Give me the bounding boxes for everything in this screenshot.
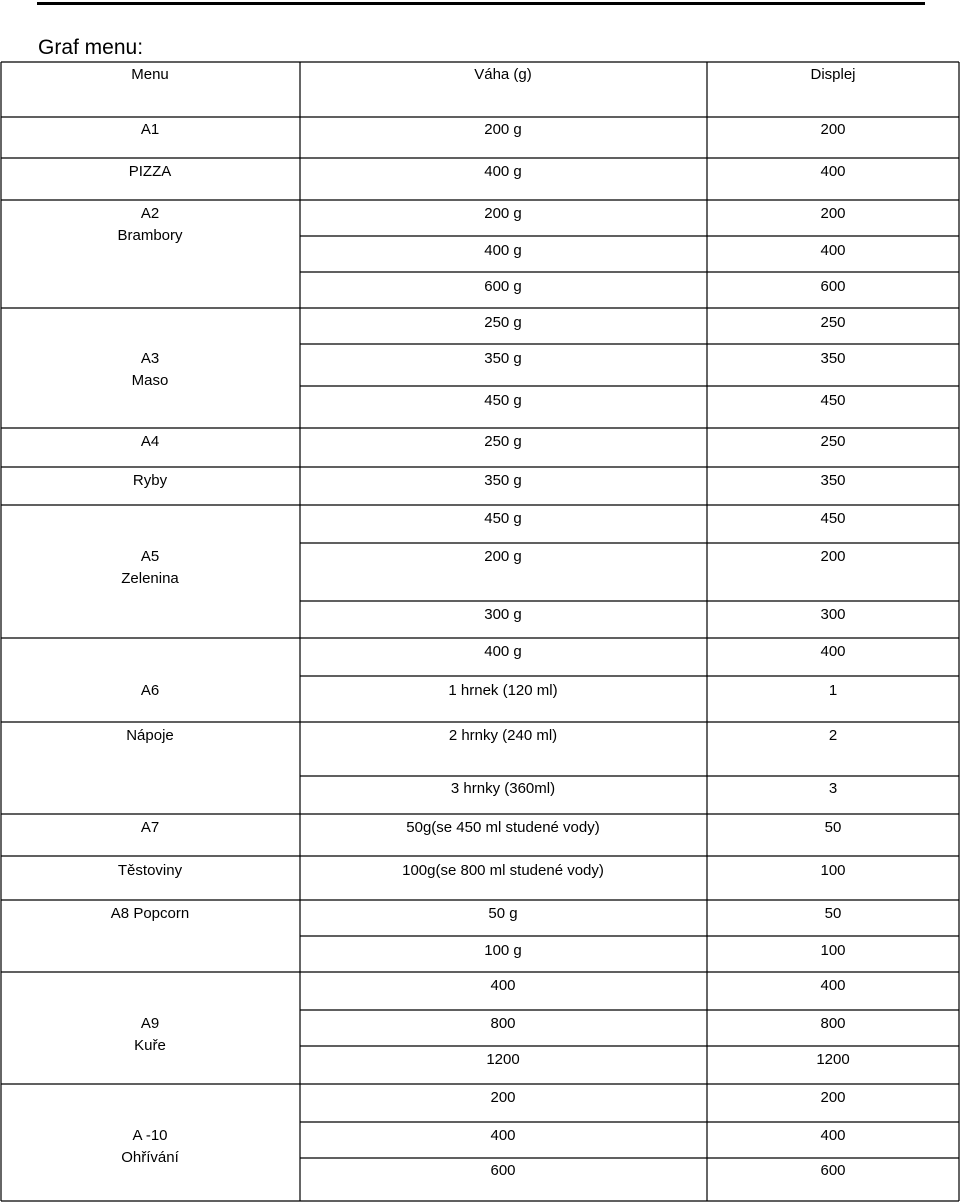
display-cell: 600: [820, 1162, 846, 1179]
display-cell: 800: [820, 1015, 846, 1032]
display-cell: 400: [820, 643, 846, 660]
menu-label: A4: [140, 433, 160, 450]
weight-cell: 350 g: [484, 350, 522, 367]
display-cell: 200: [820, 1089, 846, 1106]
display-cell: 100: [820, 942, 846, 959]
menu-label: A7: [140, 819, 160, 836]
display-cell: 50: [824, 819, 842, 836]
display-cell: 450: [820, 392, 846, 409]
weight-cell: 600 g: [484, 278, 522, 295]
column-header: Displej: [810, 66, 856, 83]
weight-cell: 400 g: [484, 163, 522, 180]
display-cell: 250: [820, 314, 846, 331]
weight-cell: 3 hrnky (360ml): [450, 780, 556, 797]
weight-cell: 200 g: [484, 205, 522, 222]
display-cell: 50: [824, 905, 842, 922]
display-cell: 400: [820, 977, 846, 994]
display-cell: 600: [820, 278, 846, 295]
display-cell: 200: [820, 205, 846, 222]
menu-label: A6: [140, 682, 160, 699]
weight-cell: 50 g: [488, 905, 518, 922]
weight-cell: 800: [490, 1015, 516, 1032]
menu-label: PIZZA: [128, 163, 172, 180]
weight-cell: 250 g: [484, 433, 522, 450]
display-cell: 300: [820, 606, 846, 623]
column-header: Váha (g): [474, 66, 532, 83]
weight-cell: 600: [490, 1162, 516, 1179]
menu-label: Kuře: [134, 1037, 166, 1054]
column-header: Menu: [131, 66, 169, 83]
weight-cell: 200 g: [484, 548, 522, 565]
weight-cell: 1200: [486, 1051, 520, 1068]
weight-cell: 300 g: [484, 606, 522, 623]
display-cell: 400: [820, 163, 846, 180]
page-title: Graf menu:: [38, 36, 144, 59]
weight-cell: 400: [490, 1127, 516, 1144]
menu-label: A -10: [132, 1127, 168, 1144]
display-cell: 350: [820, 472, 846, 489]
menu-label: Brambory: [117, 227, 183, 244]
weight-cell: 450 g: [484, 392, 522, 409]
display-cell: 200: [820, 548, 846, 565]
menu-label: Ryby: [132, 472, 168, 489]
menu-label: Maso: [131, 372, 169, 389]
weight-cell: 450 g: [484, 510, 522, 527]
menu-label: Zelenina: [121, 570, 179, 587]
weight-cell: 200 g: [484, 121, 522, 138]
display-cell: 1200: [816, 1051, 850, 1068]
display-cell: 2: [828, 727, 838, 744]
weight-cell: 400 g: [484, 643, 522, 660]
display-cell: 400: [820, 1127, 846, 1144]
display-cell: 3: [828, 780, 838, 797]
weight-cell: 200: [490, 1089, 516, 1106]
menu-label: A8 Popcorn: [110, 905, 190, 922]
menu-label: A3: [140, 350, 160, 367]
weight-cell: 2 hrnky (240 ml): [448, 727, 558, 744]
menu-label: A9: [140, 1015, 160, 1032]
menu-label: Těstoviny: [117, 862, 183, 879]
weight-cell: 400 g: [484, 242, 522, 259]
menu-label: Nápoje: [126, 727, 174, 744]
weight-cell: 400: [490, 977, 516, 994]
weight-cell: 1 hrnek (120 ml): [448, 682, 558, 699]
weight-cell: 250 g: [484, 314, 522, 331]
menu-label: A2: [140, 205, 160, 222]
display-cell: 350: [820, 350, 846, 367]
weight-cell: 100g(se 800 ml studené vody): [402, 862, 604, 879]
menu-label: A1: [140, 121, 160, 138]
weight-cell: 100 g: [484, 942, 522, 959]
menu-label: A5: [140, 548, 160, 565]
weight-cell: 50g(se 450 ml studené vody): [406, 819, 600, 836]
display-cell: 100: [820, 862, 846, 879]
menu-label-clip: [0, 0, 300, 1054]
display-cell: 450: [820, 510, 846, 527]
menu-label: Ohřívání: [121, 1149, 179, 1166]
display-cell: 200: [820, 121, 846, 138]
weight-cell: 350 g: [484, 472, 522, 489]
display-cell: 1: [828, 682, 838, 699]
display-cell: 400: [820, 242, 846, 259]
display-cell: 250: [820, 433, 846, 450]
